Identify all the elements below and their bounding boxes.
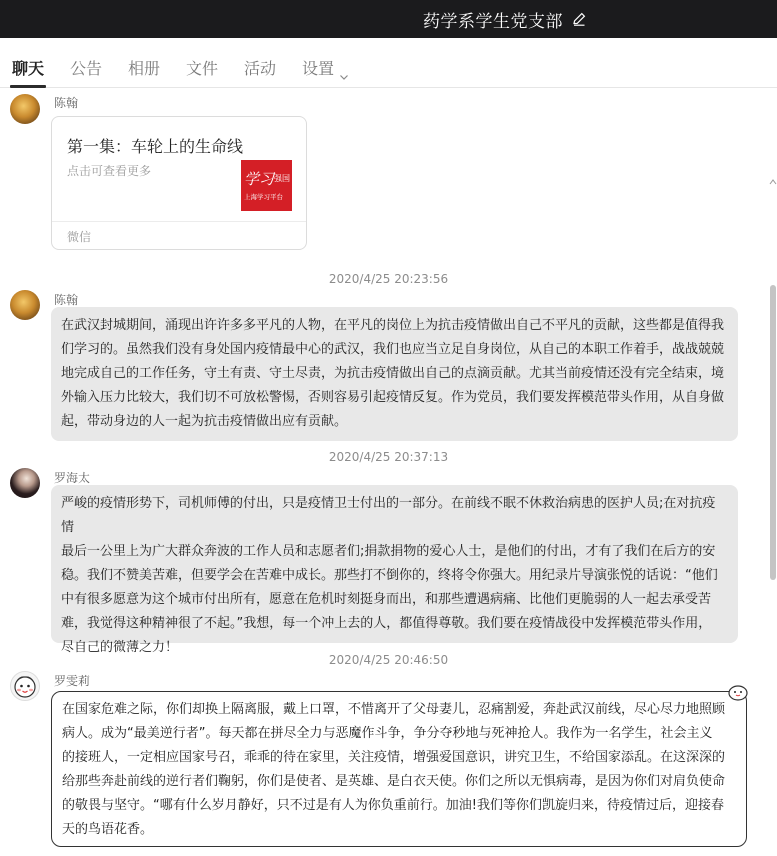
scrollbar-thumb[interactable] [770,285,776,580]
message-bubble [51,691,747,847]
message-line: 外输入压力比较大，我们切不可放松警惕，否则容易引起疫情反复。作为党员，我们要发挥模范带头作用，从自身做 [61,390,725,405]
message-line: 们学习的。虽然我们没有身处国内疫情最中心的武汉，我们也应当立足自身岗位，从自己的本职工作着手，战战兢兢 [61,342,725,357]
tab-bar [0,38,777,88]
bubble-decoration-icon [727,684,749,702]
avatar[interactable] [10,468,40,498]
tab-settings-label: 设置 [302,59,335,78]
thumb-text-bottom: 上海学习平台 [244,193,283,201]
link-card[interactable] [51,116,307,250]
avatar[interactable] [10,290,40,320]
message-line: 中有很多愿意为这个城市付出所有，愿意在危机时刻挺身而出，和那些遭遇病痛、比他们更脆弱的人一起去承受苦 [61,592,712,607]
thumb-text-top: 学习 [244,170,275,188]
tab-announcement[interactable]: 公告 [70,59,103,78]
tab-activity[interactable]: 活动 [244,59,277,78]
message-line: 稳。我们不赞美苦难，但要学会在苦难中成长。那些打不倒你的，终将令你强大。用纪录片导演张悦的话说：“他们 [61,568,718,583]
message-line: 起，带动身边的人一起为抗击疫情做出应有贡献。 [61,414,348,429]
title-bar [0,0,777,38]
message-bubble [51,307,738,441]
sender-name: 罗雯莉 [54,674,91,688]
message-bubble [51,485,738,655]
avatar[interactable] [10,671,40,701]
message-line: 给那些奔赴前线的逆行者们鞠躬，你们是使者、是英雄、是白衣天使。你们之所以无惧病毒，是因为你们对肩负使命 [62,774,726,789]
message-line: 在国家危难之际，你们却换上隔离服，戴上口罩，不惜离开了父母妻儿，忍痛割爱，奔赴武汉前线，尽心尽力地照顾 [62,702,726,717]
chat-area [0,88,777,856]
message-line: 的敬畏与坚守。“哪有什么岁月静好，只不过是有人为你负重前行。加油!我们等你们凯旋归来，待疫情过后，迎接春 [62,798,724,813]
message-timestamp: 2020/4/25 20:37:13 [328,450,449,464]
message-line: 地完成自己的工作任务，守土有责、守土尽责，为抗击疫情做出自己的点滴贡献。尤其当前疫情还没有完全结束，境 [61,366,725,381]
cartoon-face-icon [11,672,39,700]
window-title: 药学系学生党支部 [423,11,563,32]
message-line: 尽自己的微薄之力！ [61,640,179,655]
card-description: 点击可查看更多 [67,164,152,178]
message-line: 病人。成为“最美逆行者”。每天都在拼尽全力与恶魔作斗争，争分夺秒地与死神抢人。我作为一名学生，社会主义 [62,726,713,741]
message-timestamp: 2020/4/25 20:23:56 [328,272,449,286]
thumb-text-mid: 强国 [274,174,290,183]
message-line: 难，我觉得这种精神很了不起。”我想，每一个冲上去的人，都值得尊敬。我们要在疫情战役中发挥模范带头作用， [61,616,712,631]
card-source: 微信 [67,230,92,244]
sender-name: 罗海太 [54,471,91,485]
sender-name: 陈翰 [54,96,79,110]
sender-name: 陈翰 [54,293,79,307]
message-line: 的接班人，一定相应国家号召，乖乖的待在家里，关注疫情，增强爱国意识，讲究卫生，不给国家添乱。在这深深的 [62,750,726,765]
card-title: 第一集：车轮上的生命线 [67,137,244,156]
tab-chat[interactable]: 聊天 [12,59,45,78]
tab-settings[interactable] [302,56,348,79]
message-line: 在武汉封城期间，涌现出许许多多平凡的人物，在平凡的岗位上为抗击疫情做出自己不平凡的贡献，这些都是值得我 [61,318,725,333]
card-footer [52,221,306,249]
scroll-up-icon[interactable] [769,178,777,186]
edit-icon[interactable] [571,11,587,27]
chevron-down-icon [340,66,348,74]
message-line: 最后一公里上为广大群众奔波的工作人员和志愿者们;捐款捐物的爱心人士，是他们的付出，才有了我们在后方的安 [61,544,716,559]
message-line: 严峻的疫情形势下，司机师傅的付出，只是疫情卫士付出的一部分。在前线不眠不休救治病患的医护人员;在对抗疫情 [61,496,716,535]
card-thumbnail [241,160,292,211]
tab-album[interactable]: 相册 [128,59,161,78]
tab-files[interactable]: 文件 [186,59,219,78]
message-line: 天的鸟语花香。 [62,822,154,837]
avatar[interactable] [10,94,40,124]
message-timestamp: 2020/4/25 20:46:50 [328,653,449,667]
